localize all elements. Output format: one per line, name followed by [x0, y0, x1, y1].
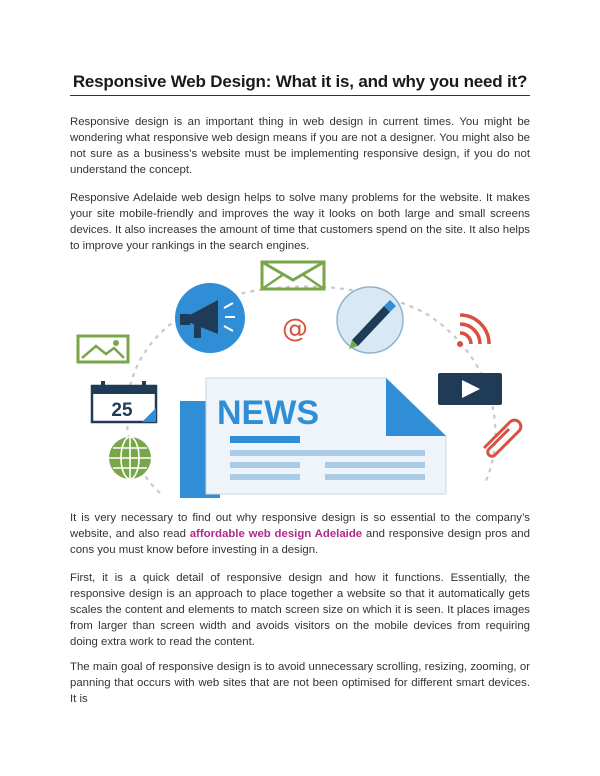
news-illustration	[70, 258, 530, 498]
megaphone-icon	[175, 283, 245, 353]
pen-icon	[337, 287, 403, 353]
paragraph-how-it-works: First, it is a quick detail of responsive design and how it functions. Essentially, the responsive design is an approach to place together a website so that it automatically gets scales the content and elements to match screen size on which it is seen. It places images from larger than screen width and avoids visitors on the mobile devices from requiring doing extra work to read the content.	[70, 572, 530, 648]
rss-icon	[457, 315, 489, 347]
news-headline: NEWS	[217, 394, 319, 432]
paragraph-main-goal: The main goal of responsive design is to avoid unnecessary scrolling, resizing, zooming, or panning that occurs with web sites that are not been optimised for different smart devices. It is	[70, 661, 530, 705]
paragraph-intro: Responsive design is an important thing in web design in current times. You might be wondering what responsive web design means if you are not a designer. You might also be not sure as a business’s website must be implementing responsive design, if you do not understand the concept.	[70, 116, 530, 176]
globe-icon	[109, 437, 151, 479]
paperclip-icon	[484, 420, 521, 456]
paragraph-benefits: Responsive Adelaide web design helps to solve many problems for the website. It makes your site mobile-friendly and improves the way it looks on both large and small screens devices. It also increases the amount of time that customers spend on the site. It also helps to improve your rankings in the search engines.	[70, 192, 530, 252]
at-icon: @	[282, 314, 308, 344]
video-play-icon	[438, 373, 502, 405]
paragraph-necessity-end: and responsive design pros and cons you must know before investing in a design.	[70, 528, 530, 556]
page-title: Responsive Web Design: What it is, and why you need it?	[72, 72, 528, 91]
calendar-icon	[92, 381, 156, 422]
image-icon	[78, 336, 128, 362]
paragraph-necessity-start: It is very necessary to find out why responsive design is so essential to the company’s website, and also read	[70, 512, 530, 540]
envelope-icon	[262, 262, 324, 289]
title-underline	[70, 95, 530, 96]
calendar-day: 25	[111, 400, 133, 421]
paragraph-necessity	[70, 510, 530, 558]
affordable-web-design-link[interactable]: affordable web design Adelaide	[189, 528, 363, 540]
newspaper-icon	[180, 378, 446, 498]
